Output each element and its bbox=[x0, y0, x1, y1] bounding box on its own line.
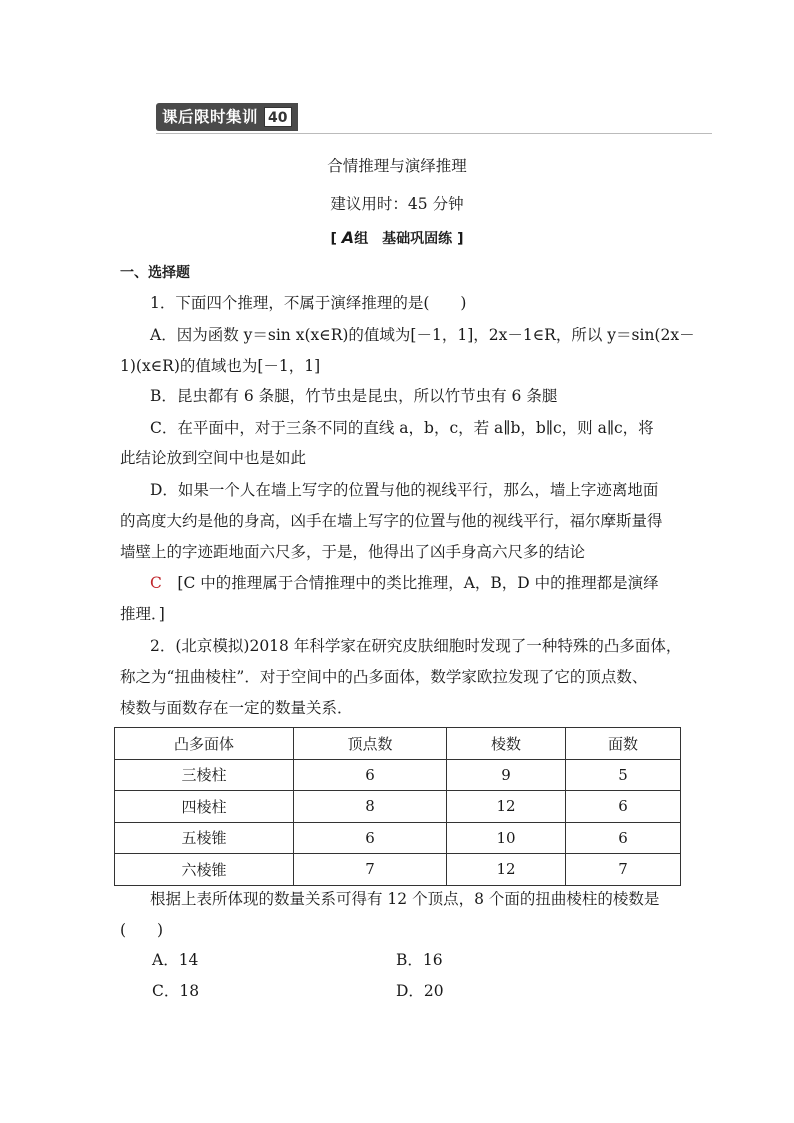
table-row bbox=[115, 822, 681, 854]
table-header: 凸多面体 bbox=[115, 728, 294, 760]
section-heading: 一、选择题 bbox=[120, 265, 190, 281]
table-cell: 四棱柱 bbox=[115, 791, 294, 823]
group-heading bbox=[0, 228, 794, 248]
banner-title: 课后限时集训 bbox=[162, 108, 259, 126]
table-header-row bbox=[115, 728, 681, 760]
q1-answer-letter: C bbox=[150, 574, 162, 592]
banner-number: 40 bbox=[264, 107, 291, 127]
q1-stem: 1．下面四个推理，不属于演绎推理的是( ) bbox=[150, 294, 467, 312]
table-cell: 5 bbox=[566, 759, 681, 791]
q2-option-c: C．18 bbox=[152, 982, 200, 1000]
table-header: 棱数 bbox=[447, 728, 566, 760]
q1-option-a-line2: 1)(x∈R)的值域也为[－1，1] bbox=[120, 357, 321, 375]
q1-answer-line1 bbox=[150, 572, 710, 594]
table-row bbox=[115, 791, 681, 823]
table-cell: 12 bbox=[447, 854, 566, 886]
table-row bbox=[115, 854, 681, 886]
table-cell: 7 bbox=[566, 854, 681, 886]
q1-option-a-line1: A．因为函数 y＝sin x(x∈R)的值域为[－1，1]，2x－1∈R，所以 y＝sin(2x－ bbox=[150, 326, 695, 344]
table-header: 顶点数 bbox=[294, 728, 447, 760]
header-rule bbox=[156, 133, 712, 134]
q2-option-b: B．16 bbox=[396, 951, 443, 969]
table-cell: 7 bbox=[294, 854, 447, 886]
page-title: 合情推理与演绎推理 bbox=[327, 157, 467, 175]
q2-stem-line3: 棱数与面数存在一定的数量关系． bbox=[120, 699, 353, 717]
table-cell: 六棱锥 bbox=[115, 854, 294, 886]
q1-option-d-line1: D．如果一个人在墙上写字的位置与他的视线平行，那么，墙上字迹离地面 bbox=[150, 481, 659, 499]
q2-after-line1: 根据上表所体现的数量关系可得有 12 个顶点，8 个面的扭曲棱柱的棱数是 bbox=[150, 890, 660, 908]
table-cell: 6 bbox=[566, 791, 681, 823]
q1-option-d-line2: 的高度大约是他的身高，凶手在墙上写字的位置与他的视线平行，福尔摩斯量得 bbox=[120, 512, 663, 530]
q2-after-line2: ( ) bbox=[120, 921, 164, 939]
polyhedra-table bbox=[114, 727, 681, 886]
table-cell: 6 bbox=[566, 822, 681, 854]
table-cell: 12 bbox=[447, 791, 566, 823]
q1-option-c-line2: 此结论放到空间中也是如此 bbox=[120, 449, 307, 467]
group-letter: A bbox=[341, 228, 355, 247]
q1-option-d-line3: 墙壁上的字迹距地面六尺多，于是，他得出了凶手身高六尺多的结论 bbox=[120, 543, 586, 561]
q1-option-c-line1: C．在平面中，对于三条不同的直线 a，b，c，若 a∥b，b∥c，则 a∥c，将 bbox=[150, 419, 654, 437]
q1-answer-line2: 推理．] bbox=[120, 605, 165, 623]
suggested-time: 建议用时：45 分钟 bbox=[330, 195, 464, 213]
group-bracket-close: ] bbox=[457, 231, 464, 247]
q2-option-d: D．20 bbox=[396, 982, 444, 1000]
table-cell: 6 bbox=[294, 759, 447, 791]
table-cell: 10 bbox=[447, 822, 566, 854]
table-cell: 五棱锥 bbox=[115, 822, 294, 854]
table-cell: 6 bbox=[294, 822, 447, 854]
table-cell: 9 bbox=[447, 759, 566, 791]
q2-stem-line1: 2．(北京模拟)2018 年科学家在研究皮肤细胞时发现了一种特殊的凸多面体， bbox=[150, 637, 682, 655]
table-cell: 三棱柱 bbox=[115, 759, 294, 791]
q1-option-b: B．昆虫都有 6 条腿，竹节虫是昆虫，所以竹节虫有 6 条腿 bbox=[150, 387, 558, 405]
group-bracket-open: [ bbox=[330, 231, 337, 247]
lesson-banner bbox=[156, 103, 298, 131]
group-text: 组 基础巩固练 bbox=[354, 231, 453, 247]
q1-answer-text: [C 中的推理属于合情推理中的类比推理，A，B，D 中的推理都是演绎 bbox=[177, 574, 659, 592]
table-row bbox=[115, 759, 681, 791]
table-header: 面数 bbox=[566, 728, 681, 760]
table-cell: 8 bbox=[294, 791, 447, 823]
q2-option-a: A．14 bbox=[152, 951, 199, 969]
q2-stem-line2: 称之为“扭曲棱柱”．对于空间中的凸多面体，数学家欧拉发现了它的顶点数、 bbox=[120, 668, 648, 686]
